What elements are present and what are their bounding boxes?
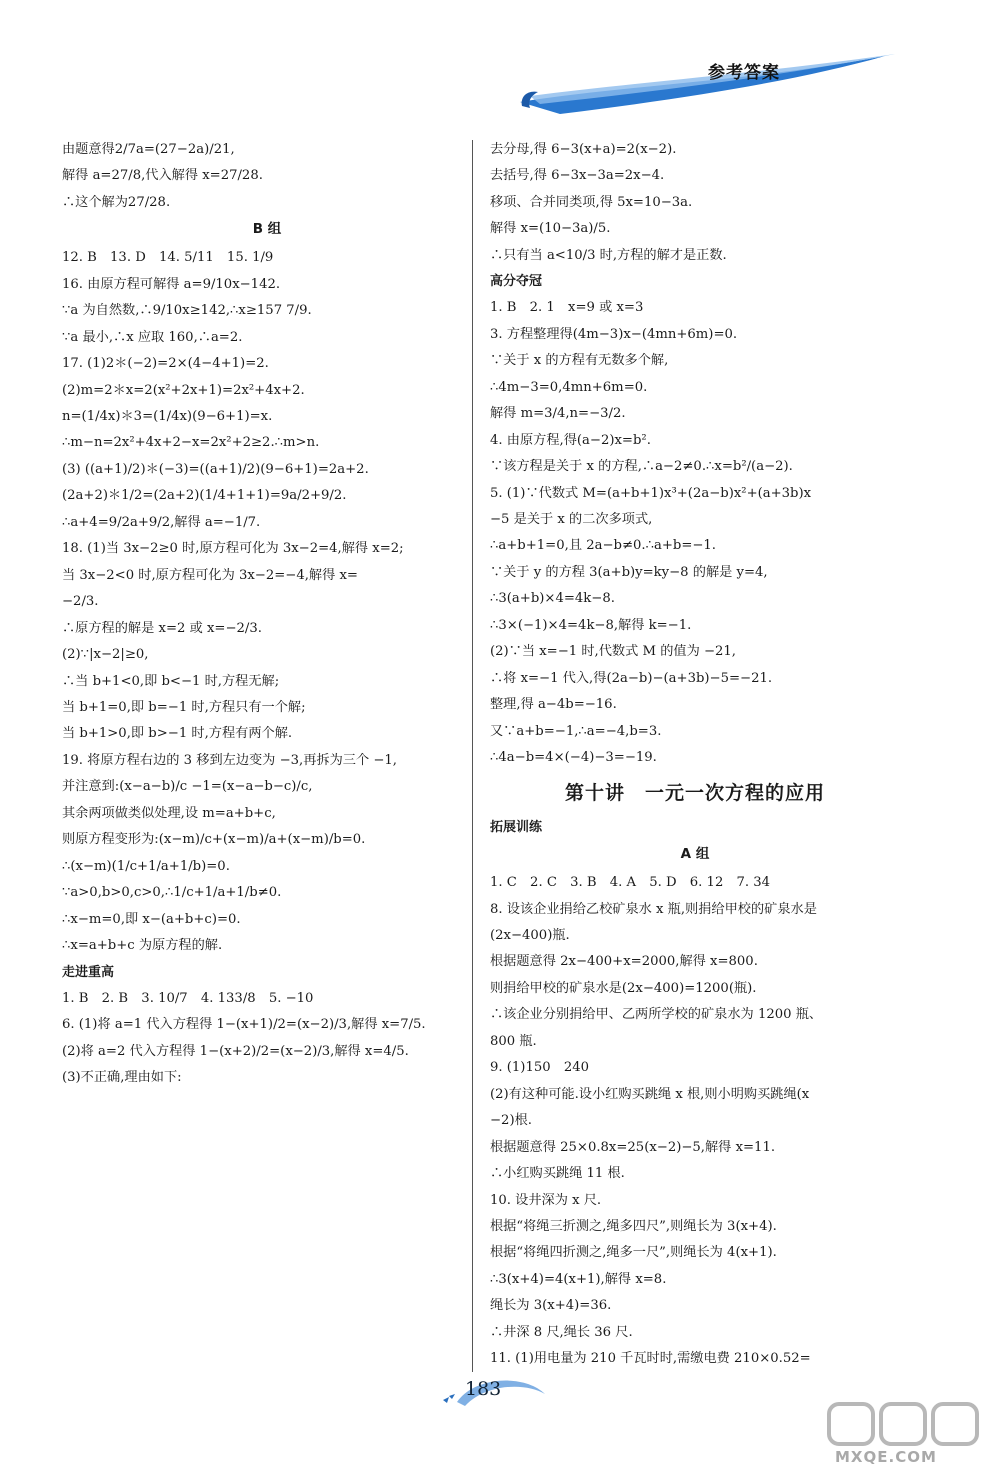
answer-line: ∴4m−3=0,4mn+6m=0. <box>490 379 648 395</box>
answer-line: ∴a+4=9/2a+9/2,解得 a=−1/7. <box>62 514 261 530</box>
answer-line: (2x−400)瓶. <box>490 927 570 943</box>
answer-line: −2/3. <box>62 594 99 610</box>
answer-line: −5 是关于 x 的二次多项式, <box>490 512 653 528</box>
answer-line: 8. 设该企业捐给乙校矿泉水 x 瓶,则捐给甲校的矿泉水是 <box>490 901 817 917</box>
answer-line: 1. C 2. C 3. B 4. A 5. D 6. 12 7. 34 <box>490 875 771 891</box>
answer-line: −2)根. <box>490 1113 532 1129</box>
answer-line: 19. 将原方程右边的 3 移到左边变为 −3,再拆为三个 −1, <box>62 752 397 768</box>
answer-line: 3. 方程整理得(4m−3)x−(4mn+6m)=0. <box>490 326 738 342</box>
section-heading: B 组 <box>252 221 282 238</box>
answer-line: ∴当 b+1<0,即 b<−1 时,方程无解; <box>62 673 280 689</box>
answer-line: ∴将 x=−1 代入,得(2a−b)−(a+3b)−5=−21. <box>490 670 773 686</box>
answer-line: 解得 x=(10−3a)/5. <box>490 221 611 237</box>
answer-line: (2a+2)＊1/2=(2a+2)(1/4+1+1)=9a/2+9/2. <box>62 488 347 504</box>
answer-line: 去括号,得 6−3x−3a=2x−4. <box>490 168 665 184</box>
answer-line: ∴3(a+b)×4=4k−8. <box>490 591 615 607</box>
answer-line: 则原方程变形为:(x−m)/c+(x−m)/a+(x−m)/b=0. <box>62 832 366 848</box>
answer-line: 1. B 2. 1 x=9 或 x=3 <box>490 300 644 316</box>
answer-line: ∵关于 x 的方程有无数多个解, <box>490 353 669 369</box>
answer-line: (2)∵当 x=−1 时,代数式 M 的值为 −21, <box>490 644 736 660</box>
answer-line: 10. 设井深为 x 尺. <box>490 1192 602 1208</box>
answer-line: 根据题意得 2x−400+x=2000,解得 x=800. <box>490 954 758 970</box>
answer-line: 根据“将绳四折测之,绳多一尺”,则绳长为 4(x+1). <box>490 1245 777 1261</box>
answer-line: ∴(x−m)(1/c+1/a+1/b)=0. <box>62 858 230 874</box>
answer-line: ∴a+b+1=0,且 2a−b≠0.∴a+b=−1. <box>490 538 716 554</box>
answer-line: ∵关于 y 的方程 3(a+b)y=ky−8 的解是 y=4, <box>490 564 768 580</box>
answer-line: 11. (1)用电量为 210 千瓦时时,需缴电费 210×0.52= <box>490 1351 811 1367</box>
page-number: 183 <box>465 1378 502 1400</box>
answer-line: 其余两项做类似处理,设 m=a+b+c, <box>62 805 276 821</box>
answer-line: 并注意到:(x−a−b)/c −1=(x−a−b−c)/c, <box>62 779 313 795</box>
sub-heading: 高分夺冠 <box>490 274 543 290</box>
answer-line: 16. 由原方程可解得 a=9/10x−142. <box>62 276 281 292</box>
answer-line: ∴3×(−1)×4=4k−8,解得 k=−1. <box>490 617 692 633</box>
answer-line: 4. 由原方程,得(a−2)x=b². <box>490 432 651 448</box>
answer-line: 则捐给甲校的矿泉水是(2x−400)=1200(瓶). <box>490 980 757 996</box>
answer-line: ∴只有当 a<10/3 时,方程的解才是正数. <box>490 247 727 263</box>
right-column <box>490 140 900 1376</box>
answer-line: (2)将 a=2 代入方程得 1−(x+2)/2=(x−2)/3,解得 x=4/5. <box>62 1043 409 1059</box>
answer-line: 移项、合并同类项,得 5x=10−3a. <box>490 194 693 210</box>
header-title: 参考答案 <box>708 63 780 83</box>
answer-line: ∵a>0,b>0,c>0,∴1/c+1/a+1/b≠0. <box>62 885 282 901</box>
section-heading: A 组 <box>680 846 710 863</box>
answer-line: 6. (1)将 a=1 代入方程得 1−(x+1)/2=(x−2)/3,解得 x=7/5. <box>62 1017 426 1033</box>
answer-line: (2)m=2＊x=2(x²+2x+1)=2x²+4x+2. <box>62 382 305 398</box>
answer-line: ∴该企业分别捐给甲、乙两所学校的矿泉水为 1200 瓶、 <box>490 1007 823 1023</box>
answer-line: ∴这个解为27/28. <box>62 194 171 210</box>
page-header <box>500 40 920 130</box>
answer-line: ∴井深 8 尺,绳长 36 尺. <box>490 1324 633 1340</box>
chapter-heading: 第十讲 一元一次方程的应用 <box>564 781 825 804</box>
answer-line: ∴4a−b=4×(−4)−3=−19. <box>490 750 657 766</box>
answer-line: ∵该方程是关于 x 的方程,∴a−2≠0.∴x=b²/(a−2). <box>490 459 793 475</box>
answer-line: ∴x=a+b+c 为原方程的解. <box>62 938 223 954</box>
answer-line: 5. (1)∵代数式 M=(a+b+1)x³+(2a−b)x²+(a+3b)x <box>490 485 812 501</box>
answer-line: 又∵a+b=−1,∴a=−4,b=3. <box>490 723 662 739</box>
answer-line: ∴m−n=2x²+4x+2−x=2x²+2≥2.∴m>n. <box>62 435 320 451</box>
answer-line: ∴原方程的解是 x=2 或 x=−2/3. <box>62 620 262 636</box>
answer-line: 根据“将绳三折测之,绳多四尺”,则绳长为 3(x+4). <box>490 1218 777 1234</box>
answer-line: (3)不正确,理由如下: <box>62 1070 182 1086</box>
left-column <box>62 140 472 1094</box>
answer-line: 17. (1)2＊(−2)=2×(4−4+1)=2. <box>62 356 269 372</box>
answer-line: n=(1/4x)＊3=(1/4x)(9−6+1)=x. <box>62 409 273 424</box>
header-swoosh-decoration <box>500 40 920 130</box>
answer-line: 由题意得2/7a=(27−2a)/21, <box>62 142 235 157</box>
answer-line: ∴x−m=0,即 x−(a+b+c)=0. <box>62 911 241 927</box>
answer-line: 绳长为 3(x+4)=36. <box>490 1298 612 1314</box>
column-divider <box>472 140 473 1372</box>
answer-line: ∴3(x+4)=4(x+1),解得 x=8. <box>490 1271 667 1287</box>
answer-line: 18. (1)当 3x−2≥0 时,原方程可化为 3x−2=4,解得 x=2; <box>62 541 404 557</box>
answer-line: ∵a 最小,∴x 应取 160,∴a=2. <box>62 329 243 345</box>
watermark-site: MXQE.COM <box>835 1448 937 1466</box>
answer-line: ∵a 为自然数,∴9/10x≥142,∴x≥157 7/9. <box>62 303 312 319</box>
answer-line: (2)∵|x−2|≥0, <box>62 647 149 663</box>
answer-line: 12. B 13. D 14. 5/11 15. 1/9 <box>62 250 274 266</box>
answer-line: 9. (1)150 240 <box>490 1060 589 1076</box>
answer-line: ∴小红购买跳绳 11 根. <box>490 1166 625 1182</box>
sub-heading: 拓展训练 <box>490 820 543 835</box>
answer-line: 解得 m=3/4,n=−3/2. <box>490 406 626 422</box>
answer-line: 当 b+1>0,即 b>−1 时,方程有两个解. <box>62 726 293 742</box>
answer-line: (2)有这种可能.设小红购买跳绳 x 根,则小明购买跳绳(x <box>490 1086 810 1102</box>
answer-line: 解得 a=27/8,代入解得 x=27/28. <box>62 168 263 184</box>
answer-line: 去分母,得 6−3(x+a)=2(x−2). <box>490 142 677 157</box>
answer-line: 整理,得 a−4b=−16. <box>490 697 617 713</box>
answer-line: 当 3x−2<0 时,原方程可化为 3x−2=−4,解得 x= <box>62 567 358 583</box>
answer-line: 800 瓶. <box>490 1033 537 1049</box>
answer-line: (3) ((a+1)/2)＊(−3)=((a+1)/2)(9−6+1)=2a+2. <box>62 461 369 477</box>
answer-line: 1. B 2. B 3. 10/7 4. 133/8 5. −10 <box>62 990 314 1006</box>
answer-line: 当 b+1=0,即 b=−1 时,方程只有一个解; <box>62 699 306 715</box>
sub-heading: 走进重高 <box>62 964 115 980</box>
answer-line: 根据题意得 25×0.8x=25(x−2)−5,解得 x=11. <box>490 1139 776 1155</box>
